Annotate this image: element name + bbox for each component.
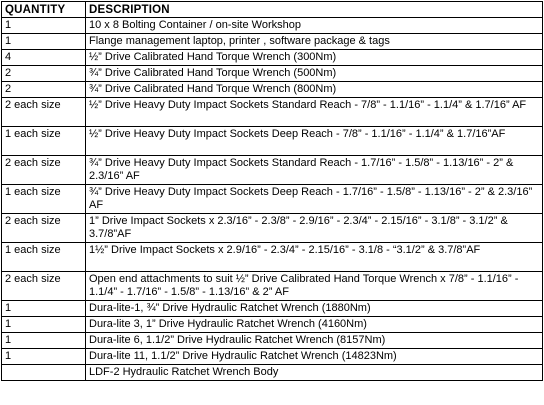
table-row xyxy=(2,243,543,272)
description-cell: ¾” Drive Calibrated Hand Torque Wrench (800Nm) xyxy=(86,82,543,98)
description-cell: 10 x 8 Bolting Container / on-site Workshop xyxy=(86,18,543,34)
table-row xyxy=(2,185,543,214)
table-row xyxy=(2,66,543,82)
description-cell: LDF-2 Hydraulic Ratchet Wrench Body xyxy=(86,365,543,381)
quantity-cell: 2 each size xyxy=(2,214,86,243)
description-cell: Dura-lite 11, 1.1/2” Drive Hydraulic Ratchet Wrench (14823Nm) xyxy=(86,349,543,365)
description-cell: Dura-lite 3, 1” Drive Hydraulic Ratchet Wrench (4160Nm) xyxy=(86,317,543,333)
table-row xyxy=(2,18,543,34)
quantity-cell: 1 xyxy=(2,301,86,317)
table-row xyxy=(2,127,543,156)
table-header xyxy=(2,2,543,18)
table-row xyxy=(2,34,543,50)
quantity-cell: 1 xyxy=(2,349,86,365)
table-body xyxy=(2,18,543,381)
description-cell: Open end attachments to suit ½” Drive Calibrated Hand Torque Wrench x 7/8” - 1.1/16” - 1.1/4” - 1.7/16” - 1.5/8” - 1.13/16” & 2” AF xyxy=(86,272,543,301)
description-cell: 1” Drive Impact Sockets x 2.3/16” - 2.3/8” - 2.9/16” - 2.3/4” - 2.15/16” - 3.1/8” - 3.1/2” & 3.7/8”AF xyxy=(86,214,543,243)
quantity-cell: 1 xyxy=(2,18,86,34)
quantity-cell: 2 each size xyxy=(2,156,86,185)
table-row xyxy=(2,301,543,317)
table-row xyxy=(2,349,543,365)
quantity-cell: 1 xyxy=(2,317,86,333)
table-row xyxy=(2,50,543,66)
quantity-cell: 2 each size xyxy=(2,272,86,301)
description-cell: ½” Drive Calibrated Hand Torque Wrench (300Nm) xyxy=(86,50,543,66)
description-cell: Dura-lite-1, ¾” Drive Hydraulic Ratchet Wrench (1880Nm) xyxy=(86,301,543,317)
description-cell: ½” Drive Heavy Duty Impact Sockets Standard Reach - 7/8” - 1.1/16” - 1.1/4” & 1.7/16” AF xyxy=(86,98,543,127)
description-cell: Flange management laptop, printer , software package & tags xyxy=(86,34,543,50)
quantity-cell: 2 xyxy=(2,66,86,82)
description-cell: ¾” Drive Heavy Duty Impact Sockets Deep Reach - 1.7/16” - 1.5/8” - 1.13/16” - 2” & 2.3/16” AF xyxy=(86,185,543,214)
table-row xyxy=(2,214,543,243)
description-cell: ¾” Drive Heavy Duty Impact Sockets Standard Reach - 1.7/16” - 1.5/8” - 1.13/16” - 2” & 2.3/16” AF xyxy=(86,156,543,185)
description-cell: ½” Drive Heavy Duty Impact Sockets Deep Reach - 7/8” - 1.1/16” - 1.1/4” & 1.7/16”AF xyxy=(86,127,543,156)
quantity-header: QUANTITY xyxy=(2,2,86,18)
description-cell: Dura-lite 6, 1.1/2” Drive Hydraulic Ratchet Wrench (8157Nm) xyxy=(86,333,543,349)
table-row xyxy=(2,365,543,381)
quantity-cell: 1 xyxy=(2,34,86,50)
description-header: DESCRIPTION xyxy=(86,2,543,18)
quantity-cell: 1 each size xyxy=(2,243,86,272)
table-row xyxy=(2,82,543,98)
table-row xyxy=(2,156,543,185)
description-cell: 1½” Drive Impact Sockets x 2.9/16” - 2.3/4” - 2.15/16” - 3.1/8 - “3.1/2” & 3.7/8”AF xyxy=(86,243,543,272)
table-row xyxy=(2,272,543,301)
equipment-table xyxy=(1,1,543,381)
table-row xyxy=(2,98,543,127)
quantity-cell: 2 xyxy=(2,82,86,98)
table-row xyxy=(2,317,543,333)
quantity-cell: 1 xyxy=(2,333,86,349)
description-cell: ¾” Drive Calibrated Hand Torque Wrench (500Nm) xyxy=(86,66,543,82)
quantity-cell: 1 each size xyxy=(2,127,86,156)
quantity-cell: 2 each size xyxy=(2,98,86,127)
header-row xyxy=(2,2,543,18)
table-row xyxy=(2,333,543,349)
quantity-cell xyxy=(2,365,86,381)
quantity-cell: 4 xyxy=(2,50,86,66)
quantity-cell: 1 each size xyxy=(2,185,86,214)
